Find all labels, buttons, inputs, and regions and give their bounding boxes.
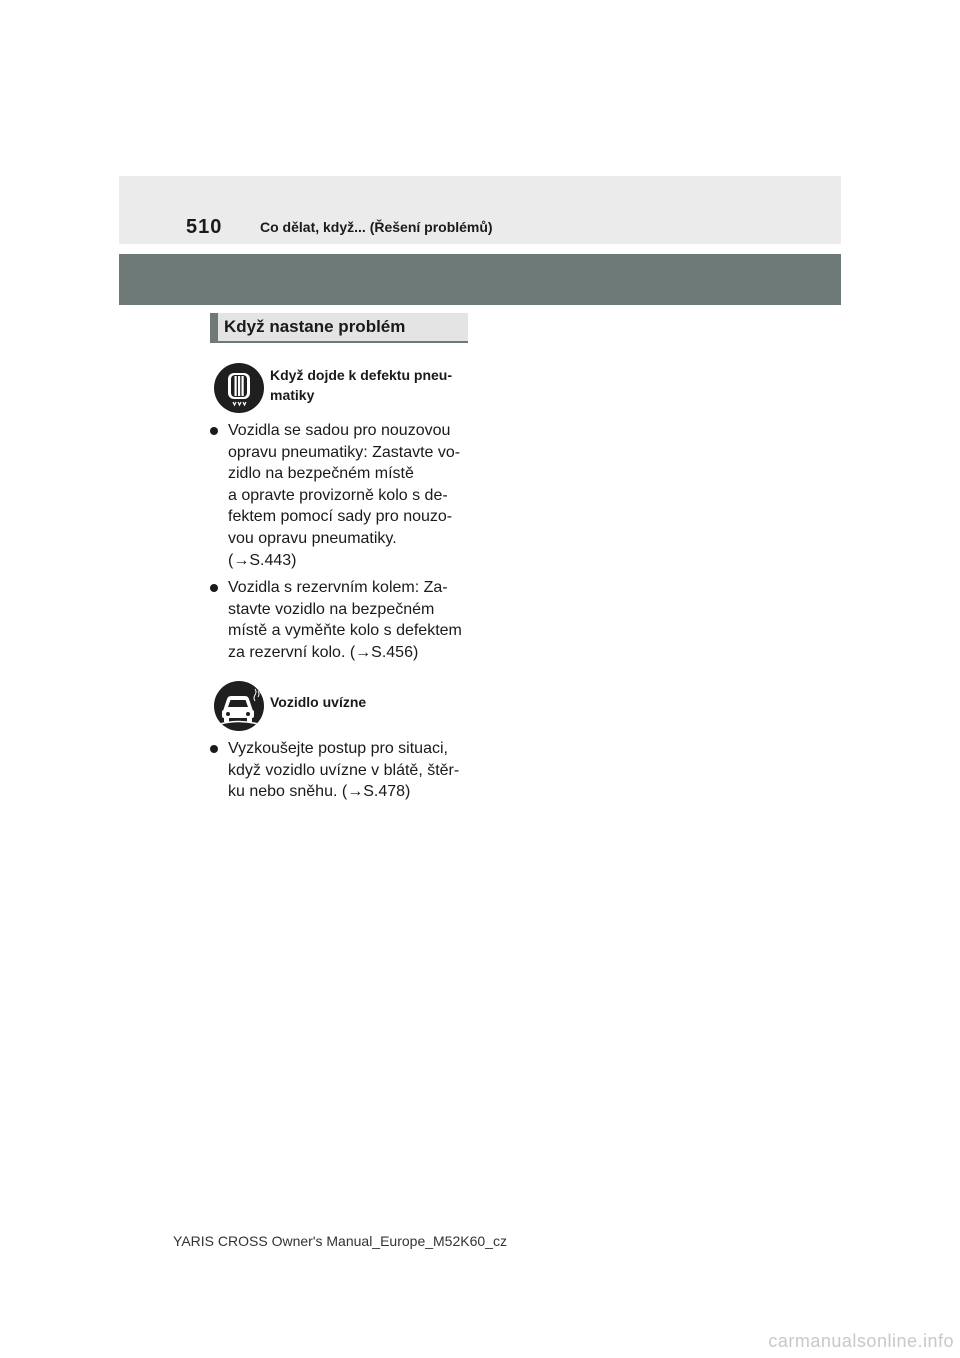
- bullet-line: vou opravu pneumatiky.: [228, 529, 397, 547]
- bullet-line-reference: (→S.443): [228, 551, 297, 569]
- footer-manual-id: YARIS CROSS Owner's Manual_Europe_M52K60_cz: [173, 1233, 507, 1249]
- bullet-line: Vozidla se sadou pro nouzovou: [228, 422, 451, 439]
- bullet-line: za rezervní kolo. (→S.456): [228, 643, 419, 661]
- subheading-line: Vozidlo uvízne: [270, 694, 367, 710]
- bullet-line: fektem pomocí sady pro nouzo-: [228, 508, 453, 526]
- bullet-line: Vyzkoušejte postup pro situaci,: [228, 740, 448, 757]
- bullet-line: Vozidla s rezervním kolem: Za-: [228, 579, 448, 596]
- chapter-title: Co dělat, když... (Řešení problémů): [260, 219, 493, 235]
- flat-tire-icon: [214, 363, 264, 413]
- section-band: [119, 254, 841, 305]
- bullet-line: zidlo na bezpečném místě: [228, 465, 414, 483]
- page-number: 510: [186, 216, 223, 238]
- bullet-dot: [210, 745, 218, 753]
- bullet-dot: [210, 427, 218, 435]
- subheading-line: matiky: [270, 387, 315, 403]
- watermark: carmanualsonline.info: [768, 1331, 954, 1351]
- bullet-line: opravu pneumatiky: Zastavte vo-: [228, 443, 461, 461]
- bullet-tire-repair-kit: [210, 420, 470, 571]
- bullet-line: stavte vozidlo na bezpečném: [228, 600, 435, 618]
- bullet-spare-wheel: [210, 577, 470, 663]
- section-heading: Když nastane problém: [210, 313, 468, 343]
- bullet-stuck-procedure: [210, 738, 470, 803]
- bullet-line: místě a vyměňte kolo s defektem: [228, 622, 462, 640]
- bullet-line-reference: ku nebo sněhu. (→S.478): [228, 783, 411, 801]
- bullet-dot: [210, 584, 218, 592]
- bullet-line: když vozidlo uvízne v blátě, štěr-: [228, 761, 460, 779]
- subheading-stuck-vehicle: [270, 692, 366, 712]
- stuck-vehicle-icon: [214, 681, 264, 731]
- bullet-line: a opravte provizorně kolo s de-: [228, 486, 448, 504]
- subheading-flat-tire: [270, 365, 452, 405]
- subheading-line: Když dojde k defektu pneu-: [270, 367, 453, 383]
